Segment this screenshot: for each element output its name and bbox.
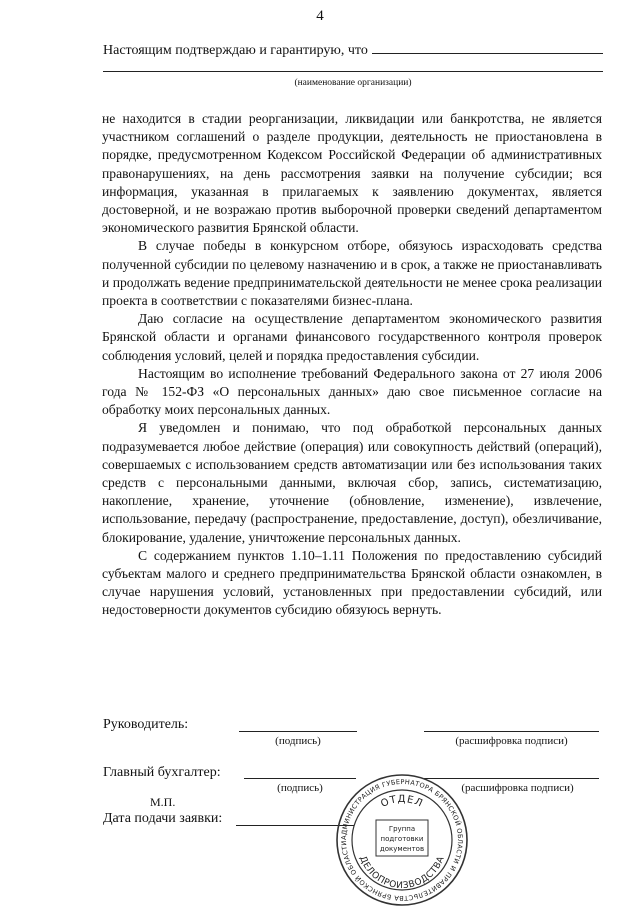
seal-placeholder: М.П.: [150, 795, 176, 809]
svg-text:ОТДЕЛ: [379, 794, 425, 810]
head-signature-caption: (подпись): [275, 735, 321, 747]
paragraph-refund-obligation: С содержанием пунктов 1.10–1.11 Положения по предоставлению субсидий субъектам малого и среднего предпринимательства Брянской области ознакомлен, в случае нарушения условий, установленных при предоставлении субсидий, или недостоверности документов субсидию обязуюсь вернуть.: [102, 547, 602, 618]
accountant-decoding-caption: (расшифровка подписи): [461, 782, 574, 794]
paragraph-obligation: В случае победы в конкурсном отборе, обязуюсь израсходовать средства полученной субсидии по целевому назначению и в срок, а также не приостанавливать и продолжать ведение предпринимательской деятельности не менее срока реализации проекта в соответствии с показателями бизнес-плана.: [102, 238, 602, 309]
department-seal-stamp: [334, 772, 470, 908]
head-decoding-caption: (расшифровка подписи): [455, 735, 568, 747]
paragraph-status: не находится в стадии реорганизации, ликвидации или банкротства, не является участником соглашений о разделе продукции, деятельность не приостановлена в порядке, предусмотренном Кодексом Российской Федерации об административных правонарушениях, на день рассмотрения заявки на получение субсидии; вся информация, указанная в прилагаемых к заявлению документах, является достоверной, и не возражаю против выборочной проверки сведений департаментом экономического развития Брянской области.: [102, 111, 602, 236]
stamp-center-line-3: документов: [379, 845, 425, 853]
organization-name-line: [103, 71, 603, 72]
head-signature-line: [239, 731, 357, 732]
document-body: [102, 110, 602, 620]
confirmation-line: [103, 40, 603, 59]
stamp-center-line-2: подготовки: [380, 835, 424, 843]
paragraph-processing-notice: Я уведомлен и понимаю, что под обработкой персональных данных подразумевается любое действие (операция) или совокупность действий (операций), совершаемых с использованием средств автоматизации или без использования таких средств с персональными данными, включая сбор, запись, систематизацию, накопление, хранение, уточнение (обновление, изменение), извлечение, использование, передачу (распространение, предоставление, доступ), обезличивание, блокирование, удаление, уничтожение персональных данных.: [102, 420, 602, 545]
accountant-signature-caption: (подпись): [277, 782, 323, 794]
stamp-department-bottom: ДЕЛОПРОИЗВОДСТВА: [357, 854, 447, 892]
confirmation-text: Настоящим подтверждаю и гарантирую, что: [103, 43, 368, 58]
head-decoding-line: [424, 731, 599, 732]
stamp-department-top: ОТДЕЛ: [379, 793, 425, 810]
submission-date-label: Дата подачи заявки:: [103, 811, 223, 826]
head-label: Руководитель:: [103, 717, 189, 732]
organization-blank: [372, 40, 603, 54]
stamp-center-line-1: Группа: [388, 825, 416, 833]
page-number: 4: [316, 8, 324, 24]
paragraph-personal-data-consent: Настоящим во исполнение требований Федерального закона от 27 июля 2006 года № 152-ФЗ «О персональных данных» даю свое письменное согласие на обработку моих персональных данных.: [102, 365, 602, 418]
accountant-label: Главный бухгалтер:: [103, 765, 221, 780]
organization-caption: (наименование организации): [294, 78, 412, 88]
stamp-ring-text: АДМИНИСТРАЦИЯ ГУБЕРНАТОРА БРЯНСКОЙ ОБЛАСТИ И ПРАВИТЕЛЬСТВА БРЯНСКОЙ ОБЛАСТИ: [339, 777, 465, 903]
paragraph-consent-inspection: Даю согласие на осуществление департаментом экономического развития Брянской области и органами финансового государственного контроля проверок соблюдения условий, целей и порядка предоставления субсидии.: [102, 311, 602, 363]
